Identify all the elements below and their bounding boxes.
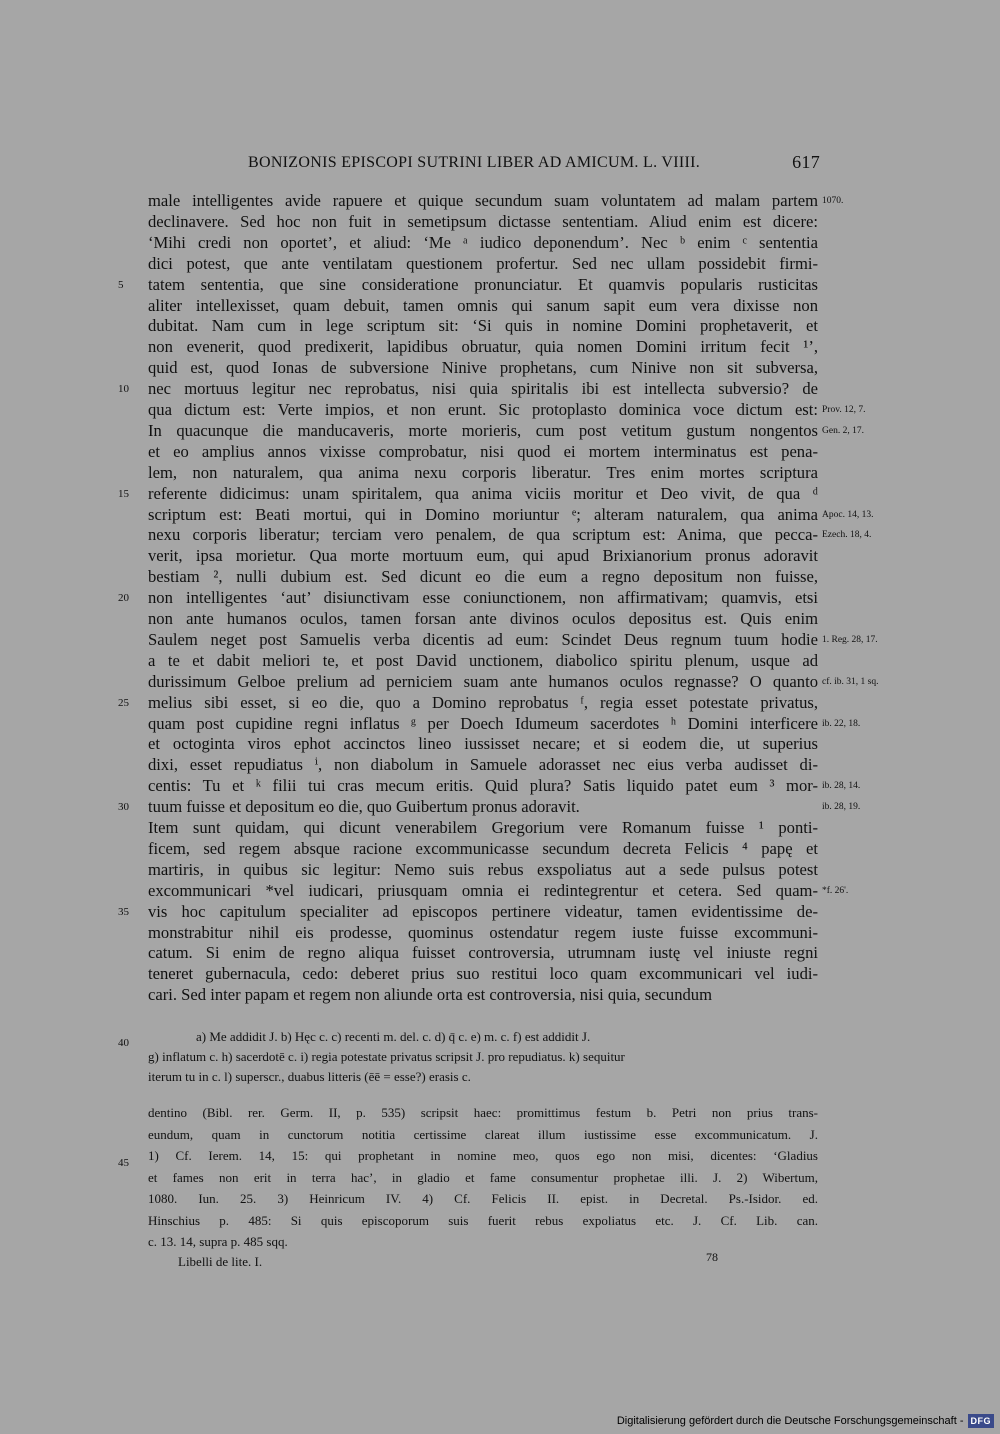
text-line: scriptum est: Beati mortui, qui in Domino moriuntur ᵉ; alteram naturalem, qua anima [148,504,818,524]
text-line: nexu corporis liberatur; terciam vero penalem, de qua scriptum est: Anima, que pecca- [148,525,818,545]
text-line: bestiam ², nulli dubium est. Sed dicunt eo die eum a regno depositum non fuisse, [148,567,818,587]
text-line: verit, ipsa morietur. Qua morte mortuum eum, qui apud Brixianorium pronus adoravit [148,546,818,566]
line-number: 35 [118,905,129,918]
text-line: aliter intellexisset, quam debuit, tamen omnis qui sanum sapit eum vera dixisse non [148,295,818,315]
text-line: melius sibi esset, si eo die, quo a Domino reprobatus ᶠ, regia esset potestate privatus, [148,692,818,712]
text-line: cari. Sed inter papam et regem non aliunde orta est controversia, nisi quia, secundum [148,985,713,1005]
apparatus-line: a) Me addidit J. b) Hęc c. c) recenti m. del. c. d) q̄ c. e) m. c. f) est addidit J. [196,1029,591,1044]
apparatus-line: iterum tu in c. l) superscr., duabus litteris (ēē = esse?) erasis c. [148,1069,471,1084]
text-line: et eo amplius annos vixisse comprobatur, nisi quod ei mortem interminatus est pena- [148,441,818,461]
margin-reference: 1. Reg. 28, 17. [822,634,878,645]
margin-reference: 1070. [822,196,844,206]
margin-reference: Ezech. 18, 4. [822,530,872,541]
margin-reference: Gen. 2, 17. [822,425,864,436]
text-line: In quacunque die manducaveris, morte morieris, cum post vetitum gustum nongentos [148,420,818,440]
text-line: a te et dabit meliori te, et post David unctionem, diabolico spiritu plenum, usque ad [148,650,818,670]
text-line: Saulem neget post Samuelis verba dicentis ad eum: Scindet Deus regnum tuum hodie [148,629,818,649]
text-line: tatem sententia, que sine consideratione pronunciatur. Et quamvis popularis rusticitas [148,274,818,294]
dfg-credit [617,1414,994,1428]
line-number: 45 [118,1157,129,1169]
footnote-line: Hinschius p. 485: Si quis episcoporum suis fuerit rebus expoliatus etc. J. Cf. Lib. can. [148,1212,818,1228]
line-number: 15 [118,487,129,500]
text-line: non intelligentes ‘aut’ disiunctivam esse coniunctionem, non affirmativam; quamvis, etsi [148,588,818,608]
line-number: 25 [118,696,129,709]
text-line: dubitat. Nam cum in lege scriptum sit: ‘Si quis in nomine Domini prophetaverit, et [148,316,818,336]
text-line: excommunicari *vel iudicari, priusquam omnia ei redintegrentur et cetera. Sed quam- [148,880,818,900]
line-number: 20 [118,592,129,605]
text-line: durissimum Gelboe prelium ad perniciem suam ante humanos oculos regnasse? O quanto [148,671,818,691]
text-line: nec mortuus legitur nec reprobatus, nisi quia spiritalis ibi est intellecta subversio? de [148,379,818,399]
footnote-line: et fames non erit in terra hac’, in gladio et fame consumentur prophetae illi. J. 2) Wibertum, [148,1169,818,1185]
text-line: dici potest, que ante ventilatam questionem profertur. Sed nec ullam possidebit firmi- [148,253,818,273]
margin-reference: ib. 28, 19. [822,802,861,813]
text-line: non evenerit, quod predixerit, lapidibus obruatur, quia nomen Domini irritum fecit ¹’, [148,337,818,357]
line-number: 30 [118,801,129,814]
footnote-line: dentino (Bibl. rer. Germ. II, p. 535) scripsit haec: promittimus festum b. Petri non prius trans- [148,1105,818,1120]
text-line: martiris, in quibus sic legitur: Nemo suis rebus exspoliatus aut a sede pulsus potest [148,859,818,879]
text-line: Item sunt quidam, qui dicunt venerabilem Gregorium vere Romanum fuisse ¹ ponti- [148,818,818,837]
text-line: monstrabitur nihil eis prodesse, quominus ostendatur regem iuste fuisse excommuni- [148,922,818,942]
line-number: 5 [118,278,124,291]
page-number: 617 [792,152,820,172]
footnote-line: 1) Cf. Ierem. 14, 15: qui prophetant in nomine meo, quos ego non misi, dicentes: ‘Gladius [148,1148,818,1163]
footnote-line: 1080. Iun. 25. 3) Heinricum IV. 4) Cf. Felicis II. epist. in Decretal. Ps.-Isidor. ed. [148,1191,818,1206]
text-line: ficem, sed regem absque racione excommunicasse secundum decreta Felicis ⁴ papę et [148,838,818,858]
margin-reference: ib. 28, 14. [822,781,861,792]
margin-reference: Prov. 12, 7. [822,405,866,415]
text-line: lem, non naturalem, qua anima nexu corporis liberatur. Tres enim mortes scriptura [148,462,818,482]
dfg-credit-text: Digitalisierung gefördert durch die Deutsche Forschungsgemeinschaft - [616,1415,964,1427]
text-line: centis: Tu et ᵏ filii tui cras mecum eritis. Quid plura? Satis liquido patet eum ³ mor- [148,776,818,796]
text-line: quam post cupidine regni inflatus ᵍ per Doech Idumeum sacerdotes ʰ Domini interficere [148,713,818,733]
margin-reference: Apoc. 14, 13. [822,509,874,520]
margin-reference: *f. 26'. [822,885,849,896]
footer-signature: 78 [706,1250,718,1264]
footnote-line: eundum, quam in cunctorum notitia certissime clareat illum iustissime esse excommunicatum. J. [148,1126,818,1142]
footer-title: Libelli de lite. I. [178,1254,263,1269]
text-line: tuum fuisse et depositum eo die, quo Guibertum pronus adoravit. [148,797,580,817]
text-line: non ante humanos oculos, tamen forsan ante divinos oculos depositus est. Quis enim [148,609,818,628]
text-line: ‘Mihi credi non oportet’, et aliud: ‘Me ᵃ iudico deponendum’. Nec ᵇ enim ᶜ sententia [148,232,818,252]
text-line: dixi, esset repudiatus ⁱ, non diabolum in Samuele adorasset nec eius verba audisset di- [148,755,818,775]
margin-reference: cf. ib. 31, 1 sq. [822,676,879,687]
text-line: quid est, quod Ionas de subversione Ninive prophetans, cum Ninive non sit subversa, [148,358,818,378]
text-line: teneret gubernacula, cedo: deberet prius suo restitui loco quam excommunicari vel iudi- [148,964,818,984]
text-line: catum. Si enim de regno aliqua fuisset controversia, utrumnam iustę vel iniuste regni [148,943,818,963]
apparatus-line: g) inflatum c. h) sacerdotē c. i) regia potestate privatus scripsit J. pro repudiatus. k) sequitur [148,1049,625,1064]
text-line: referente didicimus: unam spiritalem, qua anima viciis moritur et Deo vivit, de qua ᵈ [148,483,818,503]
line-number: 40 [118,1037,129,1049]
margin-reference: ib. 22, 18. [822,718,861,729]
text-line: male intelligentes avide rapuere et quique secundum suam voluntatem ad malam partem [148,191,818,210]
text-line: et octoginta viros ephot accinctos lineo iussisset necare; et si eodem die, ut superius [148,734,818,754]
header-title: BONIZONIS EPISCOPI SUTRINI LIBER AD AMICUM. L. VIIII. [248,154,701,171]
text-line: vis hoc capitulum specialiter ad episcopos pertinere videatur, tamen evidentissime de- [148,901,818,921]
text-line: qua dictum est: Verte impios, et non erunt. Sic protoplasto dominica voce dictum est: [148,400,818,419]
line-number: 10 [118,383,129,396]
running-header [148,152,820,176]
footnote-line: c. 13. 14, supra p. 485 sqq. [148,1234,288,1249]
dfg-logo-icon: DFG [968,1414,995,1428]
text-line: declinavere. Sed hoc non fuit in semetipsum dictasse sententiam. Aliud enim est dicere: [148,211,818,231]
